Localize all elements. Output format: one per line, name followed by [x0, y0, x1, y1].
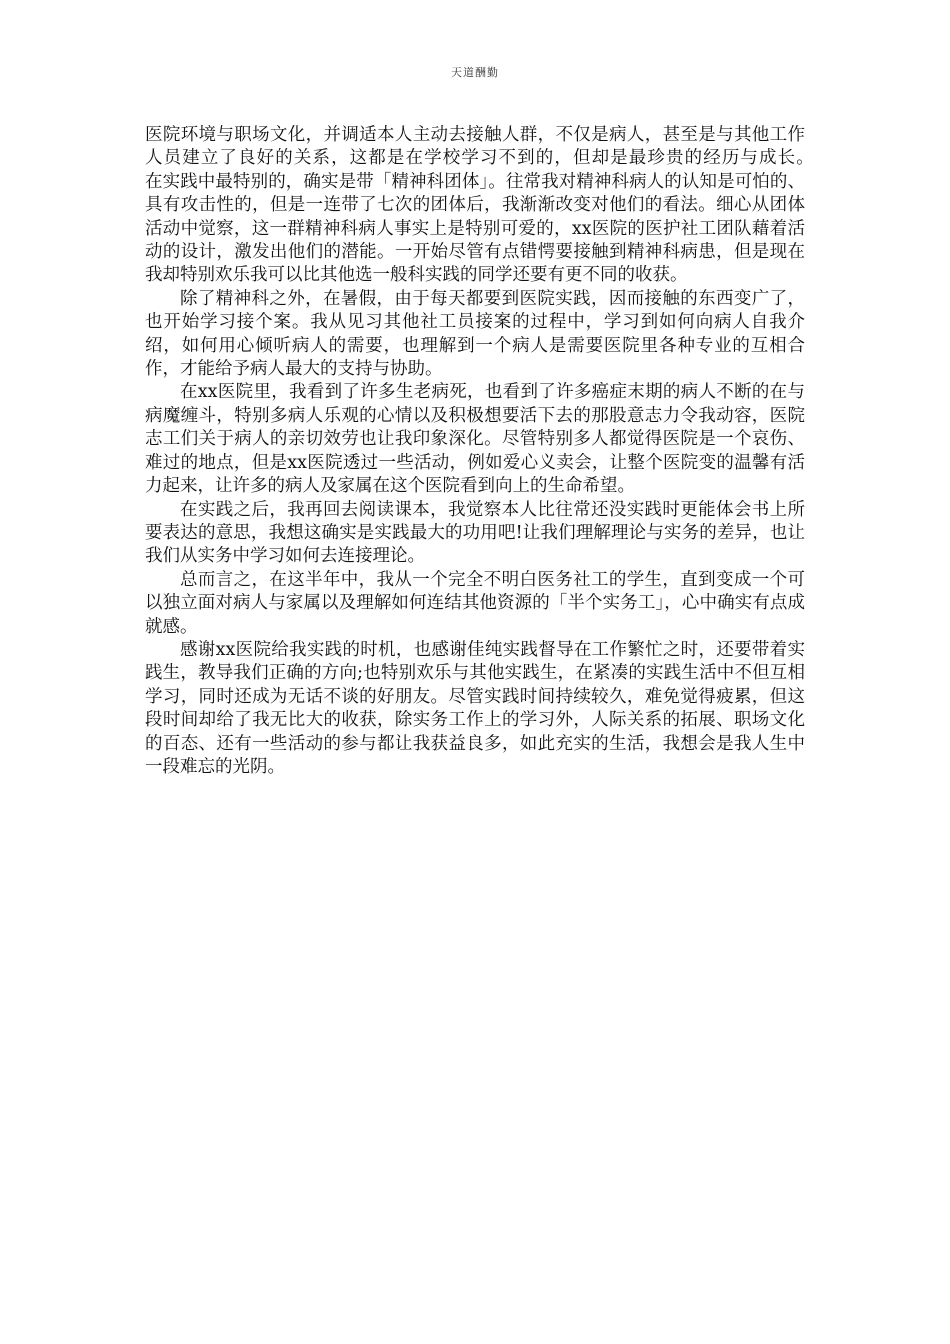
paragraph-2: 除了精神科之外，在暑假，由于每天都要到医院实践，因而接触的东西变广了，也开始学习接个案。我从见习其他社工员接案的过程中，学习到如何向病人自我介绍，如何用心倾听病人的需要，也理解到一个病人是需要医院里各种专业的互相合作，才能给予病人最大的支持与协助。 — [145, 288, 805, 380]
paragraph-4: 在实践之后，我再回去阅读课本，我觉察本人比往常还没实践时更能体会书上所要表达的意思，我想这确实是实践最大的功用吧!让我们理解理论与实务的差异，也让我们从实务中学习如何去连接理论。 — [145, 499, 805, 567]
paragraph-6: 感谢xx医院给我实践的时机，也感谢佳纯实践督导在工作繁忙之时，还要带着实践生，教导我们正确的方向;也特别欢乐与其他实践生，在紧凑的实践生活中不但互相学习，同时还成为无话不谈的好朋友。尽管实践时间持续较久，难免觉得疲累，但这段时间却给了我无比大的收获，除实务工作上的学习外，人际关系的拓展、职场文化的百态、还有一些活动的参与都让我获益良多，如此充实的生活，我想会是我人生中一段难忘的光阴。 — [145, 639, 805, 777]
paragraph-5: 总而言之，在这半年中，我从一个完全不明白医务社工的学生，直到变成一个可以独立面对病人与家属以及理解如何连结其他资源的「半个实务工」，心中确实有点成就感。 — [145, 569, 805, 637]
paragraph-1: 医院环境与职场文化，并调适本人主动去接触人群，不仅是病人，甚至是与其他工作人员建立了良好的关系，这都是在学校学习不到的，但却是最珍贵的经历与成长。 在实践中最特别的，确实是带「精神科团体」。往常我对精神科病人的认知是可怕的、具有攻击性的，但是一连带了七次的团体后，我渐渐改变对他们的看法。细心从团体活动中觉察，这一群精神科病人事实上是特别可爱的，xx医院的医护社工团队藉着活动的设计，激发出他们的潜能。一开始尽管有点错愕要接触到精神科病患，但是现在我却特别欢乐我可以比其他选一般科实践的同学还要有更不同的收获。 — [145, 125, 840, 286]
paragraph-3: 在xx医院里，我看到了许多生老病死，也看到了许多癌症末期的病人不断的在与病魔缠斗，特别多病人乐观的心情以及积极想要活下去的那股意志力令我动容，医院志工们关于病人的亲切效劳也让我印象深化。尽管特别多人都觉得医院是一个哀伤、难过的地点，但是xx医院透过一些活动，例如爱心义卖会，让整个医院变的温馨有活力起来，让许多的病人及家属在这个医院看到向上的生命希望。 — [145, 382, 805, 497]
page-header: 天道酬勤 — [451, 66, 499, 79]
document-body — [145, 124, 840, 779]
